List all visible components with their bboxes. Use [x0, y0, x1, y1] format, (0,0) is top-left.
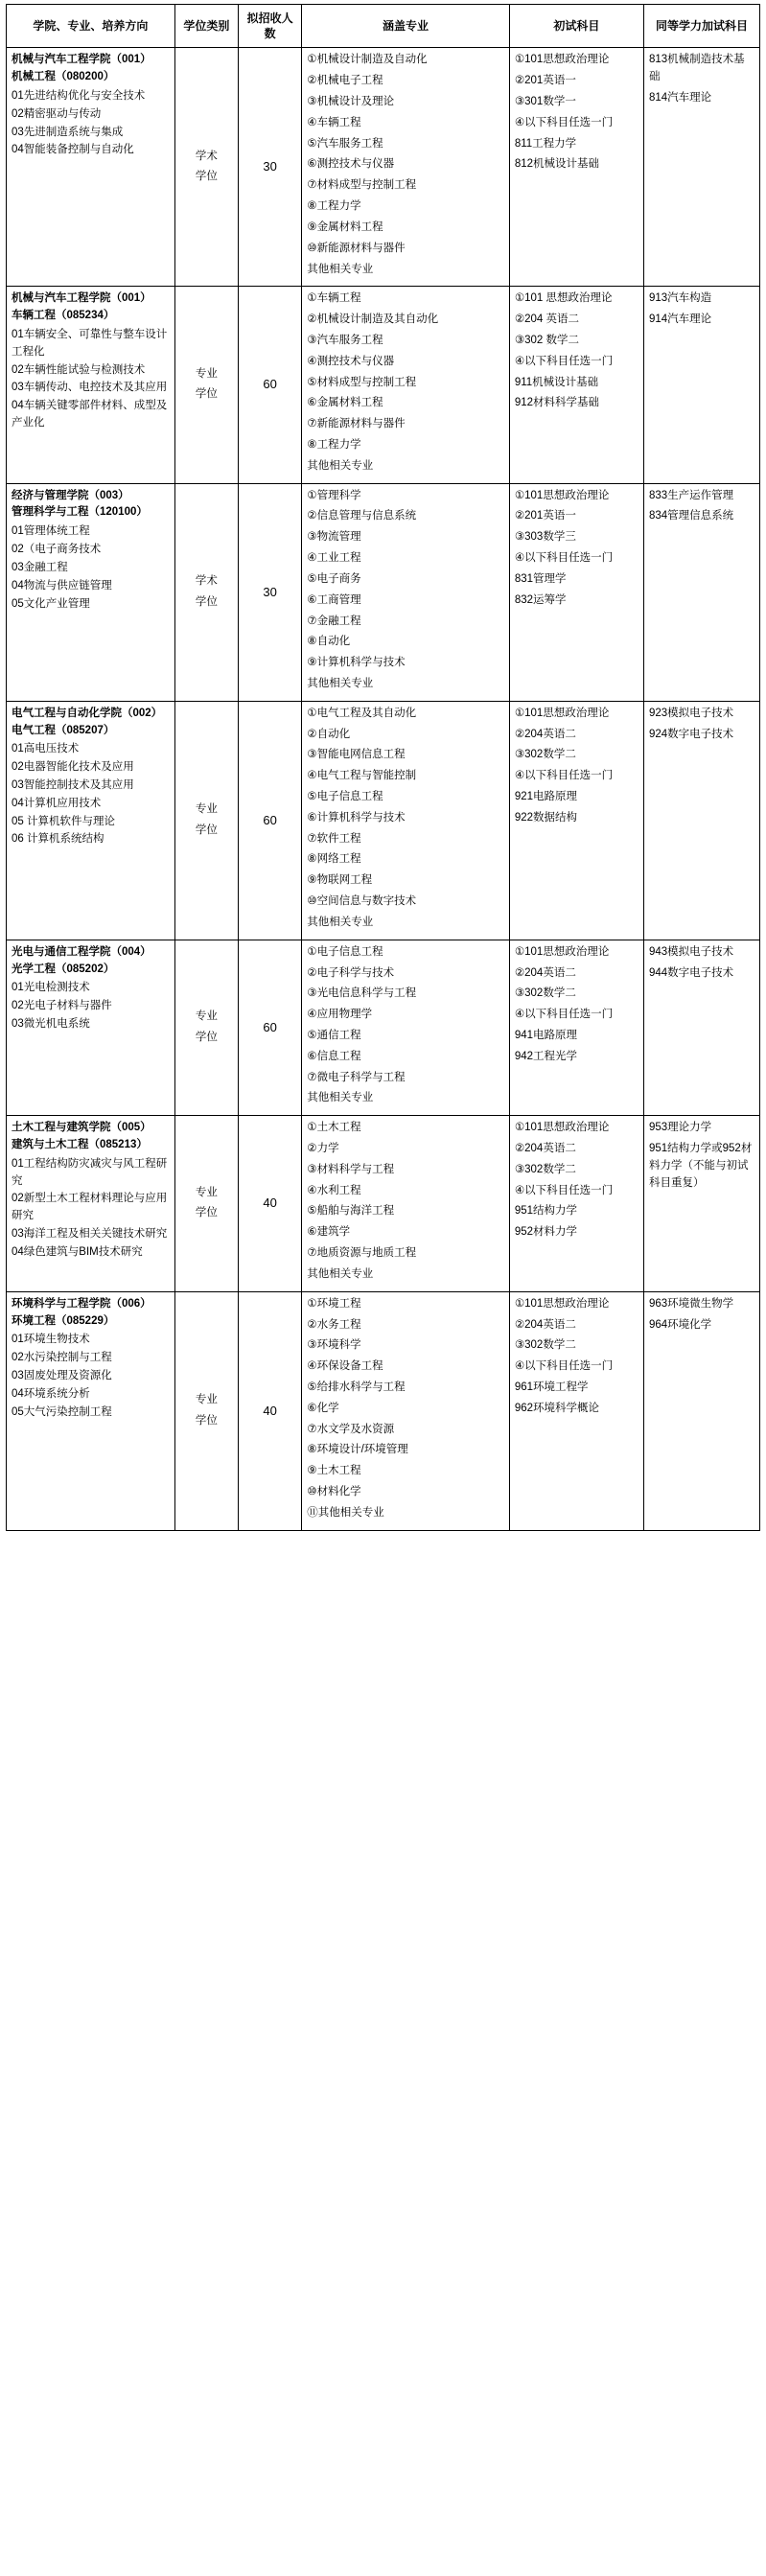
- direction-item: 01车辆安全、可靠性与整车设计工程化: [12, 328, 168, 358]
- table-row: [7, 940, 760, 1116]
- scope-item: ①电气工程及其自动化: [307, 707, 417, 719]
- scope-item: ⑪其他相关专业: [307, 1506, 384, 1519]
- cell-exam: [509, 287, 643, 483]
- cell-extra-exam: [643, 483, 759, 701]
- degree-type-line: 专业: [195, 367, 218, 380]
- direction-item: 04绿色建筑与BIM技术研究: [12, 1245, 143, 1258]
- degree-type-line: 学术: [195, 150, 218, 162]
- cell-degree-type: [174, 287, 238, 483]
- direction-item: 04计算机应用技术: [12, 797, 102, 809]
- program-name: 电气工程（085207）: [12, 724, 115, 736]
- cell-quota: 30: [239, 48, 302, 287]
- cell-exam: [509, 48, 643, 287]
- cell-major: [7, 1291, 175, 1530]
- cell-exam: [509, 701, 643, 940]
- cell-quota: 60: [239, 701, 302, 940]
- cell-major: [7, 1116, 175, 1292]
- exam-item: ②201英语一: [514, 510, 576, 522]
- direction-item: 03金融工程: [12, 561, 68, 573]
- direction-item: 02车辆性能试验与检测技术: [12, 363, 146, 376]
- exam-item: 831管理学: [514, 572, 567, 585]
- extra-exam-item: 951结构力学或952材料力学（不能与初试科目重复）: [648, 1143, 753, 1189]
- exam-item: ①101思想政治理论: [514, 489, 610, 501]
- exam-item: ②204英语二: [514, 966, 576, 979]
- scope-item: ②自动化: [307, 728, 351, 740]
- scope-item: ⑧工程力学: [307, 439, 361, 451]
- exam-item: 912材料科学基础: [514, 397, 600, 409]
- scope-item: ⑧网络工程: [307, 853, 361, 866]
- exam-item: 922数据结构: [514, 811, 578, 824]
- scope-item: ⑨土木工程: [307, 1465, 361, 1477]
- scope-item: ②机械设计制造及其自动化: [307, 313, 439, 326]
- direction-item: 01工程结构防灾减灾与风工程研究: [12, 1157, 168, 1187]
- cell-quota: 60: [239, 940, 302, 1116]
- scope-item: ⑥测控技术与仪器: [307, 158, 395, 171]
- extra-exam-item: 943模拟电子技术: [648, 945, 734, 958]
- direction-item: 04环境系统分析: [12, 1387, 90, 1400]
- scope-item: ③光电信息科学与工程: [307, 987, 417, 1000]
- cell-exam: [509, 940, 643, 1116]
- exam-item: ②201英语一: [514, 75, 576, 87]
- cell-extra-exam: [643, 287, 759, 483]
- degree-type-line: 学位: [195, 388, 218, 401]
- degree-type-line: 专业: [195, 802, 218, 815]
- direction-item: 01先进结构优化与安全技术: [12, 90, 146, 102]
- scope-item: ⑨物联网工程: [307, 874, 373, 887]
- scope-item: ⑤汽车服务工程: [307, 137, 383, 150]
- scope-item: ⑦微电子科学与工程: [307, 1071, 406, 1083]
- exam-item: ④以下科目任选一门: [514, 355, 614, 367]
- cell-extra-exam: [643, 940, 759, 1116]
- program-name: 光学工程（085202）: [12, 963, 115, 975]
- degree-type-line: 学位: [195, 1414, 218, 1427]
- table-header-row: [7, 5, 760, 48]
- exam-item: ③302数学二: [514, 987, 576, 1000]
- extra-exam-item: 814汽车理论: [648, 92, 712, 104]
- direction-item: 01高电压技术: [12, 743, 80, 755]
- exam-item: 952材料力学: [514, 1226, 578, 1239]
- extra-exam-item: 914汽车理论: [648, 313, 712, 326]
- exam-item: ②204英语二: [514, 728, 576, 740]
- unit-name: 经济与管理学院（003）: [12, 489, 129, 501]
- scope-item: 其他相关专业: [307, 263, 374, 275]
- scope-item: 其他相关专业: [307, 677, 374, 689]
- header-scope: 涵盖专业: [302, 5, 510, 48]
- exam-item: 921电路原理: [514, 791, 578, 802]
- program-name: 建筑与土木工程（085213）: [12, 1139, 148, 1150]
- scope-item: ⑥计算机科学与技术: [307, 811, 406, 824]
- scope-item: 其他相关专业: [307, 459, 374, 472]
- table-row: [7, 1116, 760, 1292]
- scope-item: ②信息管理与信息系统: [307, 510, 417, 522]
- direction-list: [12, 88, 170, 159]
- exam-item: ④以下科目任选一门: [514, 116, 614, 128]
- exam-item: ②204英语二: [514, 1143, 576, 1154]
- scope-item: ③材料科学与工程: [307, 1163, 395, 1175]
- extra-exam-item: 924数字电子技术: [648, 728, 734, 740]
- scope-item: ④测控技术与仪器: [307, 355, 395, 367]
- exam-item: 961环境工程学: [514, 1381, 589, 1393]
- scope-item: ③机械设计及理论: [307, 96, 395, 107]
- degree-type-line: 专业: [195, 1186, 218, 1198]
- table-row: [7, 48, 760, 287]
- degree-type-line: 学位: [195, 1031, 218, 1043]
- scope-item: ⑩空间信息与数字技术: [307, 895, 417, 908]
- scope-item: ⑦材料成型与控制工程: [307, 179, 417, 192]
- cell-scope: [302, 1116, 510, 1292]
- cell-major: [7, 48, 175, 287]
- exam-item: ④以下科目任选一门: [514, 1360, 614, 1373]
- exam-item: ③301数学一: [514, 96, 576, 107]
- table-row: [7, 701, 760, 940]
- unit-name: 土木工程与建筑学院（005）: [12, 1122, 151, 1134]
- scope-item: ⑩新能源材料与器件: [307, 242, 406, 254]
- scope-item: ⑦水文学及水资源: [307, 1423, 395, 1435]
- exam-item: ②204英语二: [514, 1318, 576, 1331]
- scope-item: ⑦金融工程: [307, 615, 361, 627]
- direction-item: 02新型土木工程材料理论与应用研究: [12, 1193, 168, 1222]
- unit-name: 机械与汽车工程学院（001）: [12, 292, 151, 305]
- program-name: 车辆工程（085234）: [12, 310, 115, 322]
- scope-item: ②力学: [307, 1143, 339, 1154]
- scope-item: ③智能电网信息工程: [307, 749, 406, 761]
- scope-item: ⑤船舶与海洋工程: [307, 1205, 395, 1218]
- admissions-table: [6, 4, 760, 1531]
- scope-item: ④电气工程与智能控制: [307, 770, 417, 782]
- scope-item: ⑥信息工程: [307, 1050, 361, 1062]
- direction-item: 03海洋工程及相关关键技术研究: [12, 1228, 168, 1241]
- exam-item: ①101思想政治理论: [514, 707, 610, 719]
- header-extra-exam: 同等学力加试科目: [643, 5, 759, 48]
- cell-scope: [302, 287, 510, 483]
- extra-exam-item: 964环境化学: [648, 1318, 712, 1331]
- scope-item: ①管理科学: [307, 489, 361, 501]
- scope-item: ③物流管理: [307, 531, 361, 544]
- extra-exam-item: 913汽车构造: [648, 292, 712, 305]
- table-row: [7, 1291, 760, 1530]
- extra-exam-item: 833生产运作管理: [648, 489, 734, 501]
- table-row: [7, 483, 760, 701]
- cell-quota: 40: [239, 1291, 302, 1530]
- cell-extra-exam: [643, 1291, 759, 1530]
- direction-list: [12, 523, 170, 613]
- cell-extra-exam: [643, 701, 759, 940]
- scope-item: ⑨金属材料工程: [307, 220, 383, 233]
- cell-scope: [302, 940, 510, 1116]
- unit-name: 电气工程与自动化学院（002）: [12, 707, 163, 719]
- extra-exam-item: 813机械制造技术基础: [648, 54, 745, 83]
- cell-degree-type: [174, 48, 238, 287]
- cell-scope: [302, 483, 510, 701]
- cell-degree-type: [174, 483, 238, 701]
- unit-name: 环境科学与工程学院（006）: [12, 1297, 151, 1310]
- direction-item: 01光电检测技术: [12, 982, 90, 994]
- scope-item: ⑩材料化学: [307, 1486, 361, 1497]
- cell-quota: 40: [239, 1116, 302, 1292]
- cell-major: [7, 701, 175, 940]
- extra-exam-item: 963环境微生物学: [648, 1297, 734, 1310]
- direction-list: [12, 1332, 170, 1421]
- cell-scope: [302, 1291, 510, 1530]
- scope-item: 其他相关专业: [307, 1092, 374, 1104]
- cell-quota: 30: [239, 483, 302, 701]
- cell-major: [7, 287, 175, 483]
- direction-item: 04智能装备控制与自动化: [12, 144, 134, 156]
- exam-item: 941电路原理: [514, 1029, 578, 1041]
- scope-item: ⑤给排水科学与工程: [307, 1381, 406, 1393]
- program-name: 机械工程（080200）: [12, 71, 115, 83]
- extra-exam-item: 953理论力学: [648, 1122, 712, 1134]
- direction-item: 06 计算机系统结构: [12, 833, 104, 846]
- exam-item: ③303数学三: [514, 531, 576, 544]
- direction-item: 02水污染控制与工程: [12, 1352, 112, 1364]
- scope-item: ⑤通信工程: [307, 1029, 361, 1041]
- header-major: 学院、专业、培养方向: [7, 5, 175, 48]
- cell-exam: [509, 1116, 643, 1292]
- header-quota: 拟招收人数: [239, 5, 302, 48]
- scope-item: ①车辆工程: [307, 292, 361, 305]
- exam-item: 811工程力学: [514, 137, 577, 150]
- direction-item: 05文化产业管理: [12, 597, 90, 610]
- cell-quota: 60: [239, 287, 302, 483]
- direction-item: 02（电子商务技术: [12, 544, 102, 556]
- cell-exam: [509, 1291, 643, 1530]
- table-row: [7, 287, 760, 483]
- degree-type-line: 学术: [195, 574, 218, 587]
- scope-item: ⑦软件工程: [307, 832, 361, 845]
- cell-degree-type: [174, 1291, 238, 1530]
- scope-item: ③环境科学: [307, 1339, 361, 1352]
- cell-major: [7, 483, 175, 701]
- exam-item: 812机械设计基础: [514, 158, 600, 171]
- scope-item: ④车辆工程: [307, 116, 361, 128]
- extra-exam-item: 944数字电子技术: [648, 966, 734, 979]
- scope-item: ⑤材料成型与控制工程: [307, 376, 417, 388]
- exam-item: ①101思想政治理论: [514, 1122, 610, 1134]
- cell-scope: [302, 701, 510, 940]
- direction-item: 02电器智能化技术及应用: [12, 761, 134, 774]
- exam-item: ②204 英语二: [514, 313, 580, 326]
- cell-exam: [509, 483, 643, 701]
- scope-item: ④环保设备工程: [307, 1360, 383, 1373]
- exam-item: ④以下科目任选一门: [514, 1009, 614, 1021]
- header-exam: 初试科目: [509, 5, 643, 48]
- scope-item: ⑥化学: [307, 1402, 339, 1414]
- cell-major: [7, 940, 175, 1116]
- scope-item: ⑤电子信息工程: [307, 791, 383, 802]
- exam-item: ③302数学二: [514, 1163, 576, 1175]
- scope-item: ①电子信息工程: [307, 945, 383, 958]
- direction-item: 03固废处理及资源化: [12, 1369, 112, 1381]
- scope-item: ⑦新能源材料与器件: [307, 418, 406, 430]
- cell-degree-type: [174, 701, 238, 940]
- exam-item: ③302数学二: [514, 749, 576, 761]
- direction-item: 05 计算机软件与理论: [12, 815, 115, 827]
- unit-name: 机械与汽车工程学院（001）: [12, 54, 151, 66]
- scope-item: ⑧自动化: [307, 636, 351, 648]
- program-name: 环境工程（085229）: [12, 1314, 115, 1327]
- direction-item: 02光电子材料与器件: [12, 1000, 112, 1012]
- exam-item: ①101思想政治理论: [514, 1297, 610, 1310]
- program-name: 管理科学与工程（120100）: [12, 506, 148, 519]
- exam-item: 832运筹学: [514, 593, 567, 606]
- scope-item: ③汽车服务工程: [307, 334, 383, 346]
- cell-degree-type: [174, 1116, 238, 1292]
- direction-item: 03先进制造系统与集成: [12, 126, 124, 138]
- exam-item: 911机械设计基础: [514, 376, 599, 388]
- exam-item: 951结构力学: [514, 1205, 578, 1218]
- direction-item: 01管理体统工程: [12, 525, 90, 538]
- direction-list: [12, 1156, 170, 1262]
- exam-item: ①101思想政治理论: [514, 945, 610, 958]
- scope-item: ⑤电子商务: [307, 572, 361, 585]
- exam-item: ①101思想政治理论: [514, 54, 610, 66]
- degree-type-line: 学位: [195, 171, 218, 183]
- direction-item: 05大气污染控制工程: [12, 1405, 112, 1418]
- scope-item: ④水利工程: [307, 1184, 361, 1196]
- exam-item: 942工程光学: [514, 1050, 578, 1062]
- scope-item: 其他相关专业: [307, 1267, 374, 1280]
- direction-item: 01环境生物技术: [12, 1334, 90, 1346]
- degree-type-line: 学位: [195, 824, 218, 836]
- scope-item: ①环境工程: [307, 1297, 361, 1310]
- direction-item: 03智能控制技术及其应用: [12, 779, 134, 791]
- exam-item: ③302 数学二: [514, 334, 580, 346]
- direction-item: 04车辆关键零部件材料、成型及产业化: [12, 400, 168, 429]
- scope-item: ①机械设计制造及自动化: [307, 54, 428, 66]
- scope-item: ②机械电子工程: [307, 75, 383, 87]
- degree-type-line: 学位: [195, 595, 218, 608]
- exam-item: ④以下科目任选一门: [514, 1184, 614, 1196]
- exam-item: ③302数学二: [514, 1339, 576, 1352]
- direction-list: [12, 327, 170, 432]
- direction-item: 03车辆传动、电控技术及其应用: [12, 382, 168, 394]
- scope-item: ⑥工商管理: [307, 593, 361, 606]
- scope-item: ⑧工程力学: [307, 200, 361, 213]
- scope-item: ④工业工程: [307, 552, 361, 565]
- degree-type-line: 专业: [195, 1010, 218, 1023]
- extra-exam-item: 834管理信息系统: [648, 510, 734, 522]
- direction-item: 03微光机电系统: [12, 1017, 90, 1030]
- cell-scope: [302, 48, 510, 287]
- direction-list: [12, 741, 170, 848]
- extra-exam-item: 923模拟电子技术: [648, 707, 734, 719]
- direction-item: 04物流与供应链管理: [12, 579, 112, 592]
- scope-item: ②水务工程: [307, 1318, 361, 1331]
- degree-type-line: 学位: [195, 1207, 218, 1219]
- scope-item: 其他相关专业: [307, 916, 374, 928]
- unit-name: 光电与通信工程学院（004）: [12, 945, 151, 958]
- exam-item: ④以下科目任选一门: [514, 552, 614, 565]
- cell-extra-exam: [643, 48, 759, 287]
- degree-type-line: 专业: [195, 1393, 218, 1405]
- scope-item: ⑥建筑学: [307, 1226, 351, 1239]
- exam-item: ④以下科目任选一门: [514, 770, 614, 782]
- cell-extra-exam: [643, 1116, 759, 1292]
- table-body: [7, 48, 760, 1530]
- cell-degree-type: [174, 940, 238, 1116]
- scope-item: ⑥金属材料工程: [307, 397, 383, 409]
- direction-item: 02精密驱动与传动: [12, 107, 102, 120]
- scope-item: ②电子科学与技术: [307, 966, 395, 979]
- scope-item: ④应用物理学: [307, 1009, 373, 1021]
- scope-item: ⑦地质资源与地质工程: [307, 1247, 417, 1260]
- exam-item: ①101 思想政治理论: [514, 292, 613, 305]
- header-degree-type: 学位类别: [174, 5, 238, 48]
- exam-item: 962环境科学概论: [514, 1402, 600, 1414]
- scope-item: ①土木工程: [307, 1122, 361, 1134]
- scope-item: ⑧环境设计/环境管理: [307, 1444, 408, 1456]
- scope-item: ⑨计算机科学与技术: [307, 657, 406, 669]
- direction-list: [12, 980, 170, 1033]
